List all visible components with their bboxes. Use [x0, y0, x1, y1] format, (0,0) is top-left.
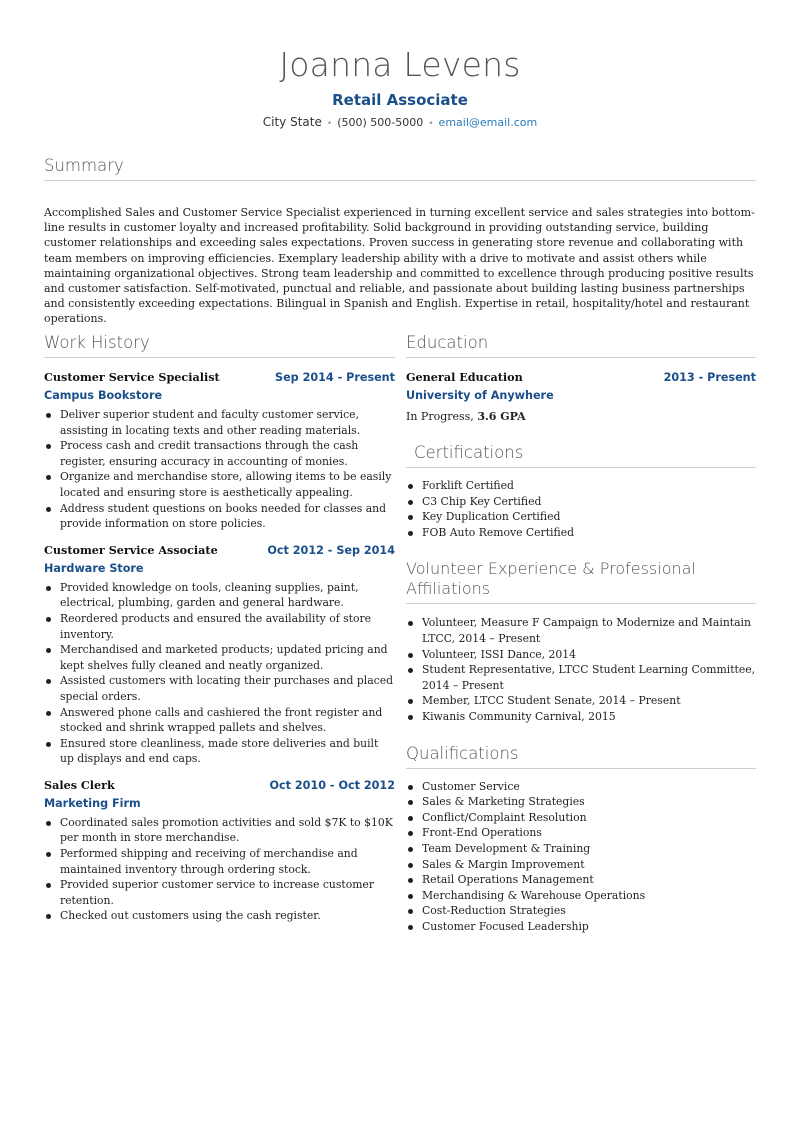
job-entry: [44, 370, 395, 532]
education-gpa: 3.6 GPA: [477, 410, 526, 423]
list-item: Deliver superior student and faculty customer service, assisting in locating texts and other reading materials.: [44, 407, 395, 438]
contact-line: [0, 114, 800, 132]
job-entry-title: Customer Service Associate: [44, 542, 218, 557]
list-item: Volunteer, Measure F Campaign to Modernize and Maintain LTCC, 2014 – Present: [406, 615, 756, 646]
qualifications-section: [406, 743, 756, 935]
job-entry-date: Oct 2012 - Sep 2014: [267, 543, 395, 557]
certifications-list: [406, 478, 756, 540]
list-item: Address student questions on books needed for classes and provide information on store policies.: [44, 501, 395, 532]
qualifications-heading: Qualifications: [406, 743, 756, 769]
separator-dot-icon: •: [326, 119, 333, 129]
work-history-section: [44, 332, 395, 924]
job-entry: [44, 778, 395, 924]
right-column: [406, 332, 756, 934]
list-item: Customer Focused Leadership: [406, 919, 756, 935]
volunteer-heading-line1: Volunteer Experience & Professional: [406, 559, 696, 579]
job-entry-bullets: [44, 580, 395, 767]
list-item: Provided knowledge on tools, cleaning supplies, paint, electrical, plumbing, garden and general hardware.: [44, 580, 395, 611]
volunteer-section: [406, 559, 756, 724]
education-degree: General Education: [406, 370, 523, 384]
work-history-heading: Work History: [44, 332, 395, 358]
job-entry-title: Customer Service Specialist: [44, 370, 220, 384]
list-item: Key Duplication Certified: [406, 509, 756, 525]
list-item: Front-End Operations: [406, 825, 756, 841]
education-progress-label: In Progress,: [406, 410, 478, 423]
job-entry-date: Oct 2010 - Oct 2012: [269, 778, 395, 792]
resume-header: [0, 44, 800, 132]
certifications-heading: Certifications: [406, 442, 756, 468]
list-item: Kiwanis Community Carnival, 2015: [406, 709, 756, 725]
list-item: Ensured store cleanliness, made store deliveries and built up displays and end caps.: [44, 736, 395, 767]
list-item: Sales & Margin Improvement: [406, 857, 756, 873]
list-item: Member, LTCC Student Senate, 2014 – Present: [406, 693, 756, 709]
job-entry-bullets: [44, 407, 395, 532]
list-item: Reordered products and ensured the availability of store inventory.: [44, 611, 395, 642]
list-item: Assisted customers with locating their purchases and placed special orders.: [44, 673, 395, 704]
list-item: Conflict/Complaint Resolution: [406, 810, 756, 826]
contact-city: City State: [262, 115, 322, 129]
list-item: Customer Service: [406, 779, 756, 795]
list-item: Cost-Reduction Strategies: [406, 903, 756, 919]
education-entry: [406, 370, 756, 424]
qualifications-list: [406, 779, 756, 935]
job-entry-title: Sales Clerk: [44, 777, 115, 792]
education-section: [406, 332, 756, 424]
job-entry-company: Campus Bookstore: [44, 389, 163, 402]
certifications-section: [406, 442, 756, 540]
list-item: Volunteer, ISSI Dance, 2014: [406, 647, 756, 663]
volunteer-heading-line2: Affiliations: [406, 579, 491, 599]
list-item: Retail Operations Management: [406, 872, 756, 888]
summary-section: [44, 155, 756, 327]
list-item: Merchandising & Warehouse Operations: [406, 888, 756, 904]
list-item: Sales & Marketing Strategies: [406, 794, 756, 810]
contact-phone: (500) 500-5000: [337, 116, 424, 129]
list-item: Answered phone calls and cashiered the front register and stocked and shrink wrapped pallets and shelves.: [44, 705, 395, 736]
volunteer-heading: [406, 559, 756, 604]
list-item: Performed shipping and receiving of merchandise and maintained inventory through ordering stock.: [44, 846, 395, 877]
candidate-name: Joanna Levens: [279, 45, 521, 84]
job-entry-company: Hardware Store: [44, 561, 144, 575]
list-item: Checked out customers using the cash register.: [44, 908, 395, 924]
contact-email[interactable]: email@email.com: [438, 116, 538, 129]
list-item: Forklift Certified: [406, 478, 756, 494]
job-entry-company: Marketing Firm: [44, 796, 141, 810]
job-entry-bullets: [44, 815, 395, 924]
list-item: Merchandised and marketed products; updated pricing and kept shelves fully cleaned and neatly organized.: [44, 642, 395, 673]
job-entry: [44, 543, 395, 767]
list-item: Coordinated sales promotion activities and sold $7K to $10K per month in store merchandise.: [44, 815, 395, 846]
summary-text: Accomplished Sales and Customer Service Specialist experienced in turning excellent service and sales strategies into bottom-line results in customer loyalty and increased profitability. Solid background in providing outstanding service, building customer relationships and exceeding sales expectations. Proven success in generating store revenue and collaborating with team members on improving efficiencies. Exemplary leadership ability with a drive to motivate and assist others while maintaining organizational objectives. Strong team leadership and committed to excellence through producing positive results and customer satisfaction. Self-motivated, punctual and reliable, and passionate about building lasting business partnerships and consistently exceeding expectations. Bilingual in Spanish and English. Expertise in retail, hospitality/hotel and restaurant operations.: [44, 206, 755, 326]
education-date: 2013 - Present: [663, 371, 756, 384]
list-item: Student Representative, LTCC Student Learning Committee, 2014 – Present: [406, 662, 756, 693]
job-entry-date: Sep 2014 - Present: [275, 371, 395, 384]
job-title: Retail Associate: [332, 91, 468, 109]
separator-dot-icon: •: [428, 119, 434, 129]
list-item: Provided superior customer service to increase customer retention.: [44, 877, 395, 908]
list-item: Process cash and credit transactions through the cash register, ensuring accuracy in accounting of monies.: [44, 438, 395, 469]
summary-heading: Summary: [44, 155, 756, 181]
education-progress: [406, 409, 756, 424]
volunteer-list: [406, 615, 756, 724]
list-item: C3 Chip Key Certified: [406, 494, 756, 510]
education-school: University of Anywhere: [406, 389, 554, 402]
list-item: Team Development & Training: [406, 841, 756, 857]
education-heading: Education: [406, 332, 756, 358]
list-item: Organize and merchandise store, allowing items to be easily located and ensuring store is aesthetically appealing.: [44, 469, 395, 500]
list-item: FOB Auto Remove Certified: [406, 525, 756, 541]
